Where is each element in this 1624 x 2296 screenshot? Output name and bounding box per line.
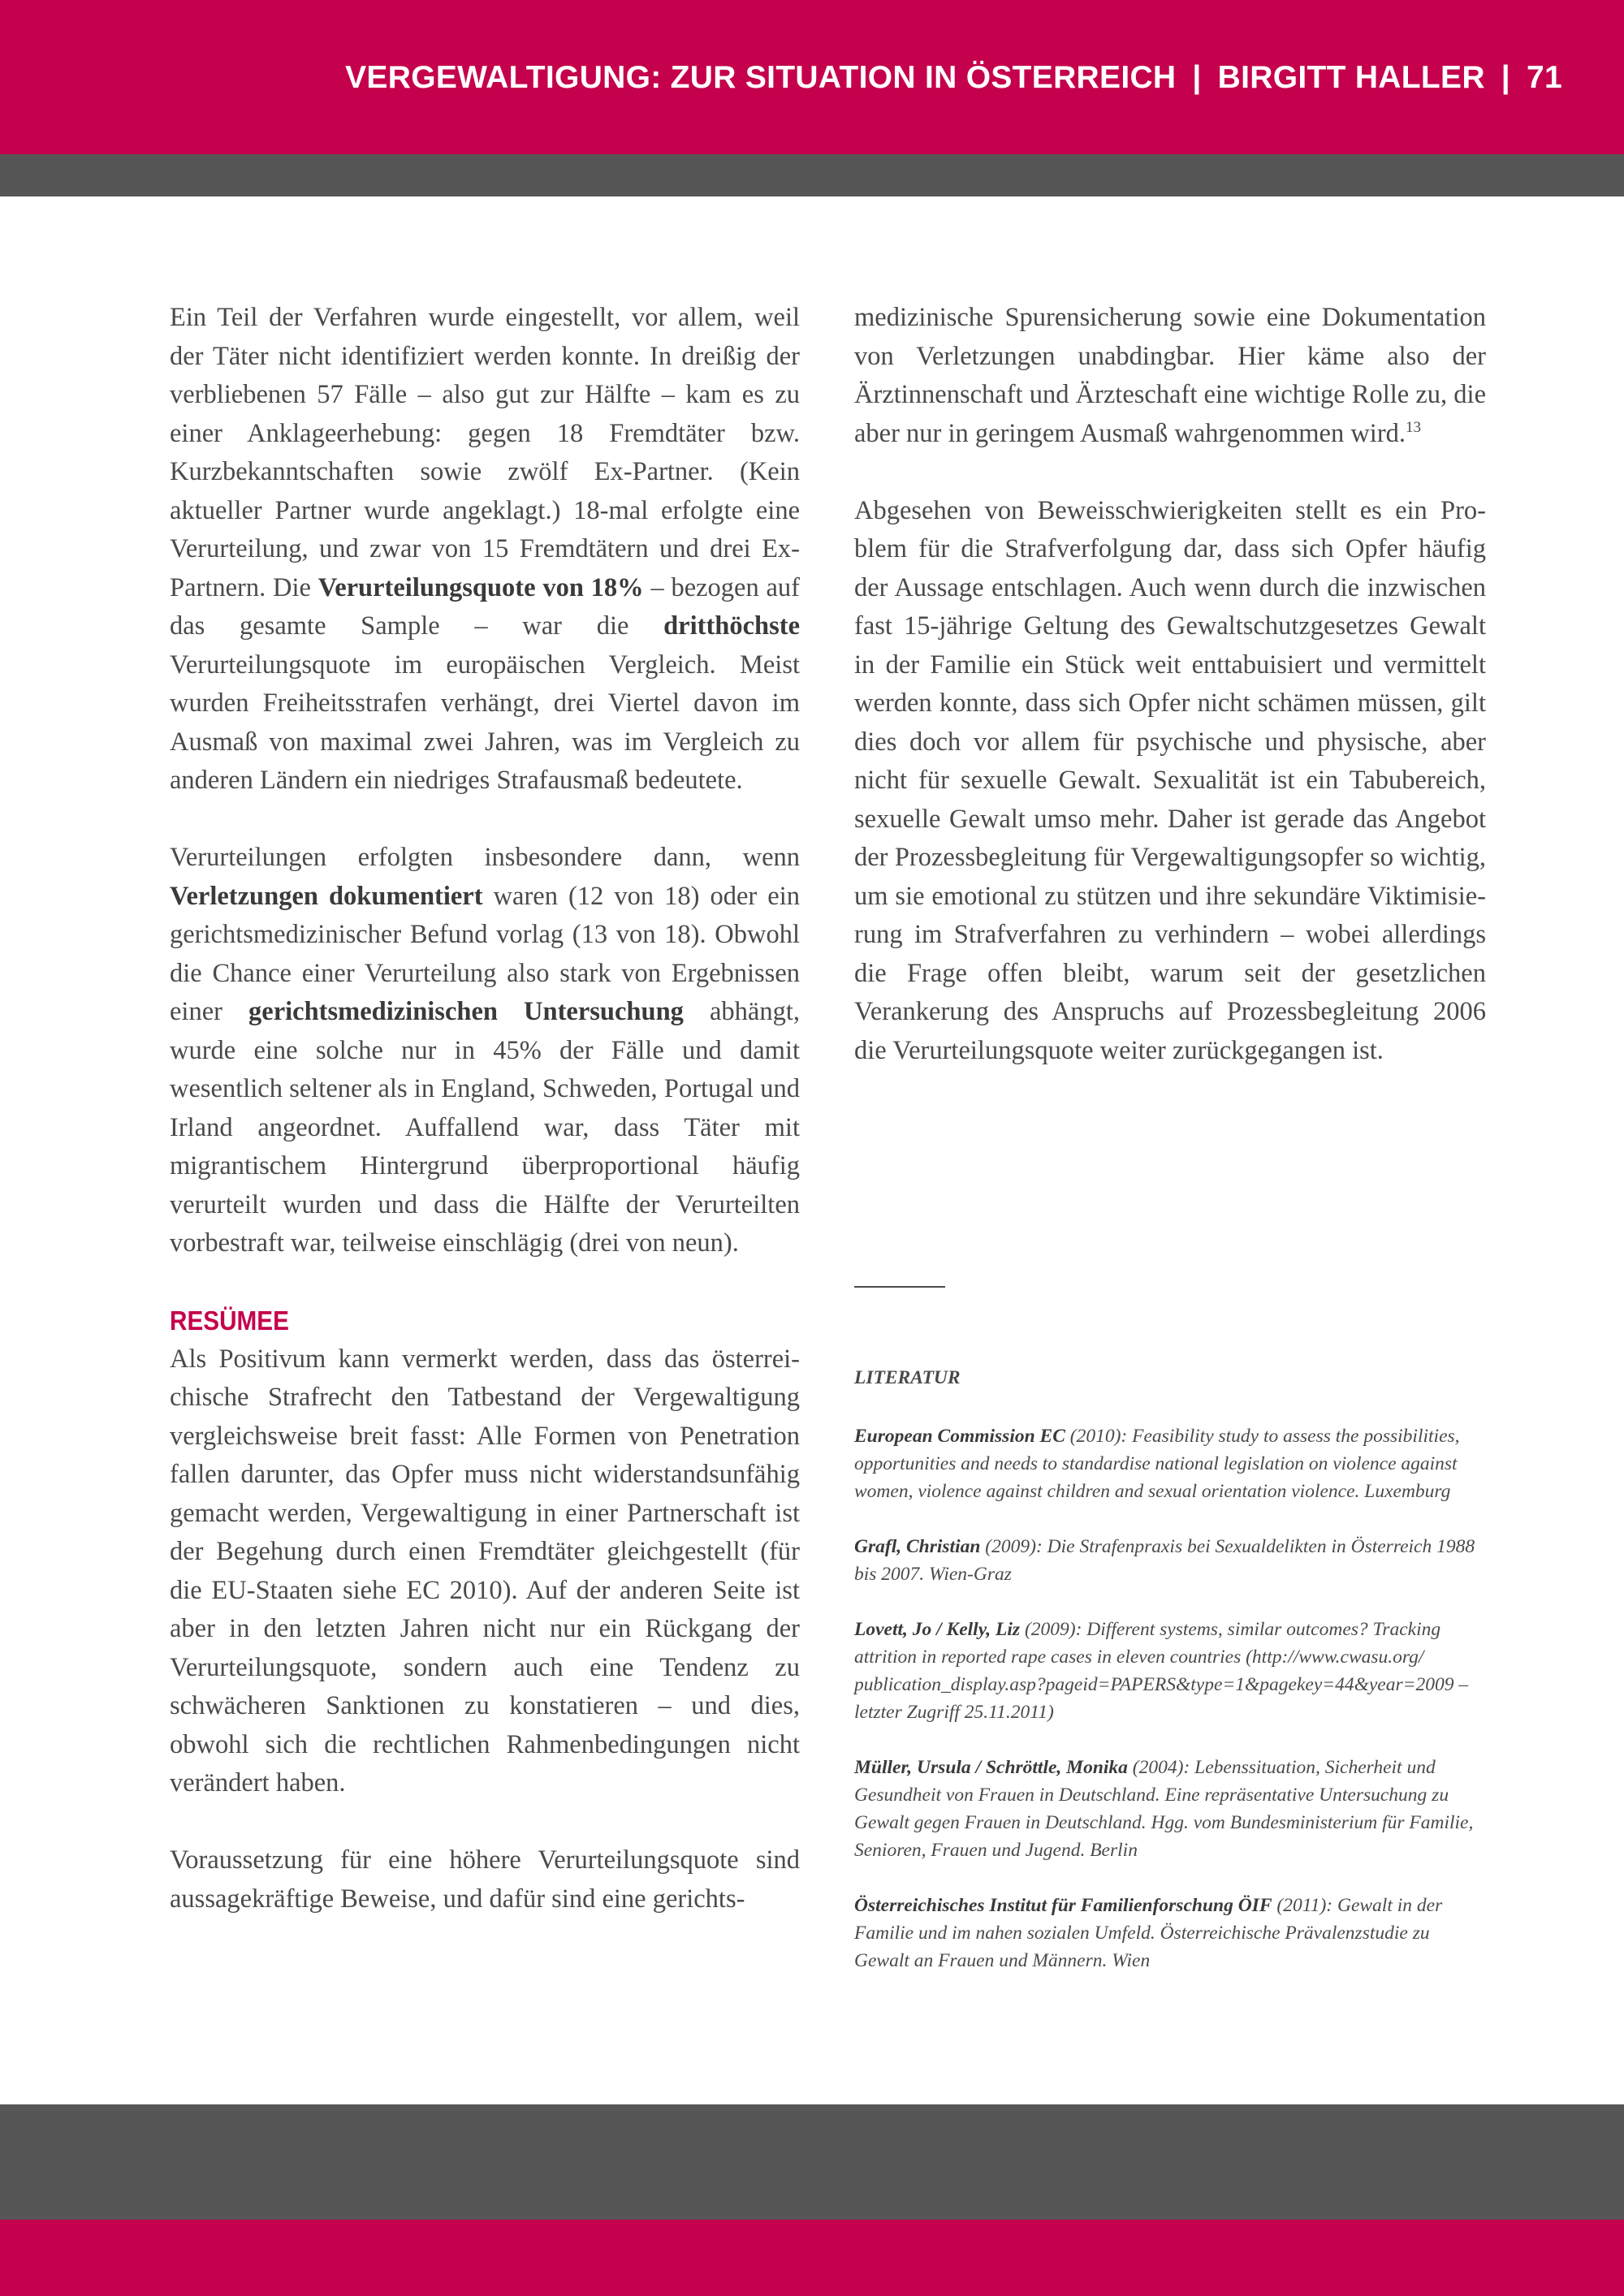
paragraph: Abgesehen von Beweisschwierigkeiten stellt es ein Problem für die Strafverfolgung dar, dass sich Opfer häufig der Aussage entschlagen. Auch wenn durch die inzwischen fast 15-jährige Geltung des Gewaltschutzgesetzes Gewalt in der Familie ein Stück weit enttabuisiert und vermittelt werden konnte, dass sich Opfer nicht schämen müssen, gilt dies doch vor allem für psychische und physische, aber nicht für sexuelle Gewalt. Sexualität ist ein Tabubereich, sexuelle Gewalt umso mehr. Daher ist gerade das Angebot der Prozessbegleitung für Vergewaltigungsopfer so wichtig, um sie emotional zu stützen und ihre sekundäre Viktimisierung im Strafverfahren zu verhindern – wobei allerdings die Frage offen bleibt, warum seit der gesetzlichen Verankerung des Anspruchs auf Prozessbegleitung 2006 die Verurteilungsquote weiter zurückgegangen ist. (854, 495, 1486, 1065)
text-run: waren (12 von 18) oder ein gerichtsmedizinischer Befund vorlag (13 von 18). Obwohl die Chance einer Verurteilung also stark von Ergebnissen einer (170, 881, 800, 1026)
right-column (854, 299, 1486, 1109)
bold-phrase: dritthöchste (663, 611, 800, 641)
reference-text: (2009): Die Strafenpraxis bei Sexualdelikten in Österreich 1988 bis 2007. Wien-Graz (854, 1536, 1475, 1585)
text-run: Ein Teil der Verfahren wurde eingestellt, vor allem, weil der Täter nicht identifiziert werden konnte. In dreißig der verbliebenen 57 Fälle – also gut zur Hälfte – kam es zu einer Anklageerhebung: gegen 18 Fremdtäter bzw. Kurzbekanntschaften sowie zwölf Ex-Partner. (Kein aktueller Partner wurde angeklagt.) 18-mal erfolgte eine Verurteilung, und zwar von 15 Fremdtätern und drei Ex-Partnern. Die (170, 303, 800, 602)
footer-gray-strip (0, 2104, 1624, 2220)
reference-text: (2011): Gewalt in der Familie und im nahen sozialen Umfeld. Österreichische Prävalenzstudie zu Gewalt an Frauen und Männern. Wien (854, 1895, 1443, 1971)
reference-text: (2004): Lebenssituation, Sicherheit und Gesundheit von Frauen in Deutschland. Eine repräsentative Untersuchung zu Gewalt gegen Frauen in Deutschland. Hgg. vom Bundesministerium für Familie, Senioren, Frauen und Jugend. Berlin (854, 1757, 1474, 1861)
text-run: Verurteilungen erfolgten insbesondere dann, wenn (170, 843, 800, 872)
reference-author: Österreichisches Institut für Familienforschung ÖIF (854, 1895, 1272, 1916)
paragraph (854, 299, 1486, 453)
running-head-author: BIRGITT HALLER (1217, 60, 1485, 95)
reference-author: Müller, Ursula / Schröttle, Monika (854, 1757, 1128, 1778)
reference-text: (2010): Feasibility study to assess the possibilities, opportunities and needs to standardise national legislation on violence against women, violence against children and sexual orientation violence. Luxemburg (854, 1426, 1460, 1502)
bold-phrase: gerichtsmedizinischen Untersuchung (248, 997, 684, 1026)
references-title: LITERATUR (854, 1367, 961, 1388)
bold-phrase: Verurteilungsquote von 18% (317, 572, 644, 602)
paragraph (170, 839, 800, 1263)
reference-author: Grafl, Christian (854, 1536, 981, 1557)
page-number: 71 (1527, 60, 1562, 95)
bold-phrase: Verletzungen dokumentiert (170, 881, 483, 911)
footer-band (0, 2220, 1624, 2296)
paragraph (170, 299, 800, 801)
running-head (345, 60, 1562, 96)
paragraph: Als Positivum kann vermerkt werden, dass das österreichische Strafrecht den Tatbestand der Vergewaltigung vergleichsweise breit fasst: Alle Formen von Penetration fallen darunter, das Opfer muss nicht widerstandsunfähig gemacht werden, Vergewaltigung in einer Partnerschaft ist der Begehung durch einen Fremdtäter gleichgestellt (für die EU-Staaten siehe EC 2010). Auf der anderen Seite ist aber in den letzten Jahren nicht nur ein Rückgang der Verurteilungsquote, sondern auch eine Tendenz zu schwächeren Sanktionen zu konstatieren – und dies, obwohl sich die rechtlichen Rahmenbedingungen nicht verändert haben. (170, 1344, 800, 1798)
paragraph: Voraussetzung für eine höhere Verurteilungsquote sind aussagekräftige Beweise, und dafür sind eine gerichts- (170, 1845, 800, 1914)
references (854, 1364, 1486, 2002)
reference-author: Lovett, Jo / Kelly, Liz (854, 1619, 1021, 1640)
reference-item (854, 1754, 1486, 1864)
reference-author: European Commission EC (854, 1426, 1065, 1447)
footnote-rule (854, 1286, 945, 1288)
running-head-separator: | (1501, 60, 1511, 95)
text-run: abhängt, wurde eine solche nur in 45% der Fälle und damit wesentlich seltener als in England, Schweden, Portugal und Irland angeordnet. Auffallend war, dass Täter mit migrantischem Hintergrund überproportional häufig verurteilt wurden und dass die Hälfte der Verurteilten vorbestraft war, teilweise einschlägig (drei von neun). (170, 997, 800, 1258)
reference-item (854, 1892, 1486, 1974)
section-heading: RESÜMEE (170, 1306, 289, 1336)
reference-item (854, 1533, 1486, 1588)
running-head-separator: | (1192, 60, 1202, 95)
footnote-marker[interactable]: 13 (1406, 418, 1422, 436)
text-run: Verurteilungsquote im europäischen Vergleich. Meist wurden Freiheitsstrafen verhängt, drei Viertel davon im Ausmaß von maximal zwei Jahren, was im Vergleich zu anderen Ländern ein niedriges Strafausmaß bedeutete. (170, 650, 800, 795)
text-run: – bezogen auf das gesamte Sample – war die (170, 572, 801, 641)
running-head-title: VERGEWALTIGUNG: ZUR SITUATION IN ÖSTERREICH (345, 60, 1177, 95)
text-run: medizinische Spurensicherung sowie eine Dokumentation von Verletzungen unabdingbar. Hier käme also der Ärztinnenschaft und Ärzteschaft eine wichtige Rolle zu, die aber nur in geringem Ausmaß wahrgenommen wird. (854, 303, 1486, 448)
reference-item (854, 1422, 1486, 1505)
reference-text: (2009): Different systems, similar outcomes? Tracking attrition in reported rape cases in eleven countries (http://www.cwasu.org/ publication_display.asp?pageid=PAPERS&type=1&pagekey=44&year=2009 – letzter Zugriff 25.11.2011) (854, 1619, 1469, 1723)
header-gray-strip (0, 154, 1624, 196)
reference-item (854, 1616, 1486, 1726)
left-column (170, 299, 800, 1957)
